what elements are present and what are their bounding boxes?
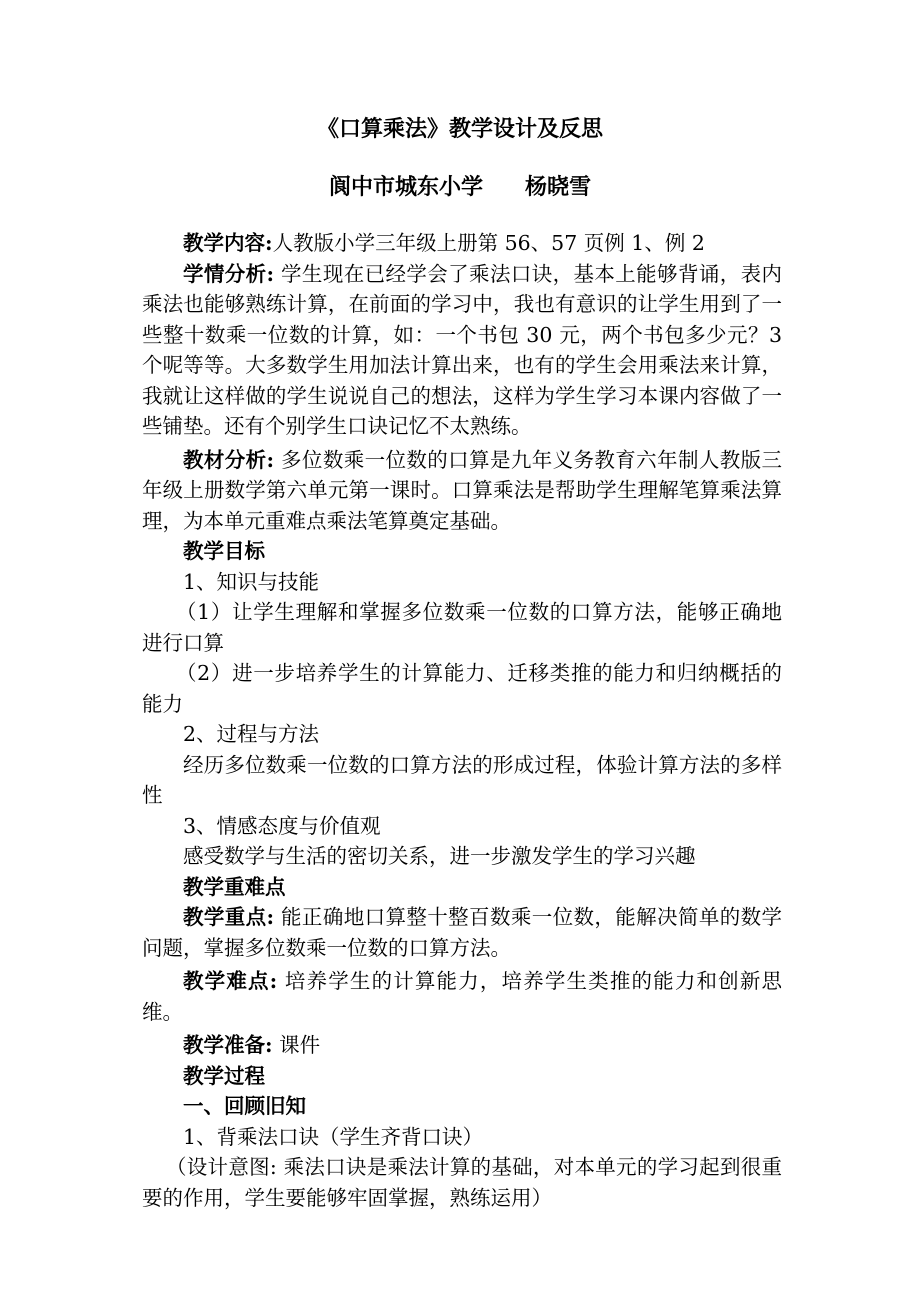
author-line: [0, 172, 920, 202]
step1-text: 1、背乘法口诀（学生齐背口诀）: [183, 1124, 484, 1149]
goal1-item2: （2）进一步培养学生的计算能力、迁移类推的能力和归纳概括的能力: [142, 661, 782, 716]
key-point-label: 教学重点:: [183, 905, 275, 929]
goals-heading: 教学目标: [183, 539, 265, 563]
goal3-text: 感受数学与生活的密切关系，进一步激发学生的学习兴趣: [183, 844, 696, 868]
section1-heading: 一、回顾旧知: [183, 1094, 306, 1118]
preparation-paragraph: [142, 1030, 782, 1061]
difficult-point-text: 培养学生的计算能力，培养学生类推的能力和创新思维。: [142, 969, 783, 1024]
author-school: 阆中市城东小学: [328, 174, 483, 200]
teaching-content-paragraph: [142, 228, 782, 259]
key-point-paragraph: [142, 902, 782, 963]
difficult-point-paragraph: [142, 966, 782, 1027]
key-point-text: 能正确地口算整十整百数乘一位数，能解决简单的数学问题，掌握多位数乘一位数的口算方法。: [142, 905, 783, 960]
goal3-heading: 3、情感态度与价值观: [183, 813, 381, 838]
preparation-label: 教学准备:: [183, 1033, 273, 1057]
goal1-heading: 1、知识与技能: [183, 569, 320, 594]
goal1-item1: （1）让学生理解和掌握多位数乘一位数的口算方法，能够正确地进行口算: [142, 600, 782, 655]
document-title: 《口算乘法》教学设计及反思: [316, 116, 603, 142]
teaching-content-label: 教学内容:: [183, 231, 273, 255]
process-heading: 教学过程: [183, 1063, 265, 1088]
difficult-point-label: 教学难点:: [183, 969, 278, 993]
student-analysis-text: 学生现在已经学会了乘法口诀，基本上能够背诵，表内乘法也能够熟练计算，在前面的学习中，我也有意识的让学生用到了一些整十数乘一位数的计算，如：一个书包 30 元，两个书包多少元？3 个呢等等。大多数学生用加法计算出来，也有的学生会用乘法来计算，我就让这样做的学生说说自己的想法，这样为学生学习本课内容做了一些铺垫。还有个别学生口诀记忆不太熟练。: [142, 261, 783, 438]
design-intent-note: （设计意图: 乘法口诀是乘法计算的基础，对本单元的学习起到很重要的作用，学生要能够牢固掌握，熟练运用）: [142, 1155, 782, 1210]
student-analysis-label: 学情分析:: [183, 261, 275, 286]
document-body: [142, 228, 782, 1213]
key-difficult-heading: 教学重难点: [183, 874, 286, 899]
preparation-text: 课件: [272, 1033, 321, 1057]
teaching-content-text: 人教版小学三年级上册第 56、57 页例 1、例 2: [272, 231, 705, 255]
material-analysis-text: 多位数乘一位数的口算是九年义务教育六年制人教版三年级上册数学第六单元第一课时。口算乘法是帮助学生理解笔算乘法算理，为本单元重难点乘法笔算奠定基础。: [142, 447, 783, 533]
goal2-heading: 2、过程与方法: [183, 722, 320, 746]
material-analysis-paragraph: [142, 445, 782, 537]
material-analysis-label: 教材分析:: [183, 447, 275, 472]
author-name: 杨晓雪: [525, 174, 592, 200]
student-analysis-paragraph: [142, 259, 782, 442]
goal2-text: 经历多位数乘一位数的口算方法的形成过程，体验计算方法的多样性: [142, 752, 782, 807]
